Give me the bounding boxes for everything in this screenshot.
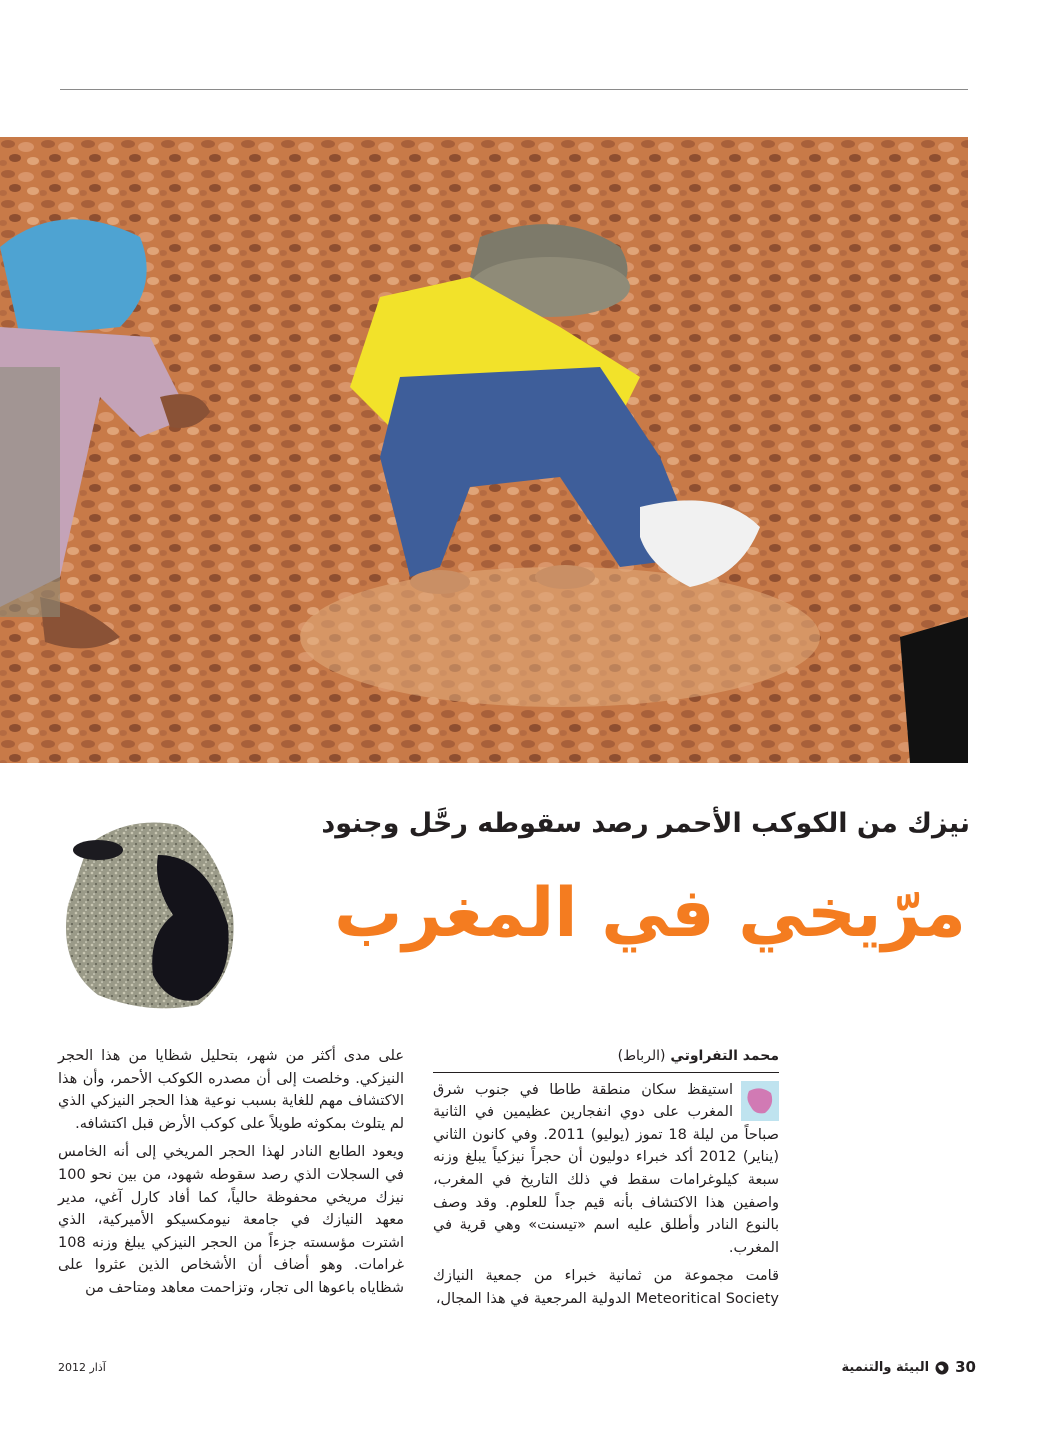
issue-date: آذار 2012 [58, 1361, 106, 1374]
paragraph: ويعود الطابع النادر لهذا الحجر المريخي إلى أنه الخامس في السجلات الذي رصد سقوطه شهود، من بين نحو 100 نيزك مريخي محفوظة حالياً، كما أفاد كارل آغي، مدير معهد النيازك في جامعة نيومكسيكو الأميركية، الذي اشترت مؤسسته جزءاً من الحجر النيزكي يبلغ وزنه 108 غرامات. وهو أضاف أن الأشخاص الذين عثروا على شظاياه باعوها الى تجار، وتزاحمت معاهد ومتاحف من [58, 1144, 404, 1296]
footer-page-info [842, 1358, 976, 1376]
article-column-right [433, 1045, 779, 1317]
paragraph: على مدى أكثر من شهر، بتحليل شظايا من هذا الحجر النيزكي. وخلصت إلى أن مصدره الكوكب الأحمر، وأن هذا الاكتشاف مهم للغاية بسبب نوعية هذا الحجر النيزكي الذي لم يتلوث بمكوثه طويلاً على كوكب الأرض قبل اكتشافه. [58, 1048, 404, 1132]
article-column-left [58, 1045, 404, 1306]
byline-place: (الرباط) [617, 1048, 666, 1064]
top-rule [60, 89, 968, 90]
article-subtitle: نيزك من الكوكب الأحمر رصد سقوطه رحَّل وجنود [321, 808, 970, 839]
byline-author: محمد التفراوتي [670, 1048, 779, 1064]
globe-icon [935, 1360, 949, 1374]
map-icon [741, 1081, 779, 1121]
paragraph: استيقظ سكان منطقة طاطا في جنوب شرق المغرب على دوي انفجارين عظيمين في الثانية صباحاً من ليلة 18 تموز (يوليو) 2011. وفي كانون الثاني (يناير) 2012 أكد خبراء دوليون أن حجراً نيزكياً يبلغ وزنه سبعة كيلوغرامات سقط في ذلك التاريخ في المغرب، واصفين هذا الاكتشاف بأنه قيم جداً للعلوم. وقد وصف بالنوع النادر وأطلق عليه اسم «تيسنت» وهي قرية في المغرب. [433, 1081, 780, 1256]
meteorite-image [58, 815, 240, 1015]
byline-rule [433, 1072, 779, 1073]
article-headline: مرّيخي في المغرب [334, 874, 966, 953]
magazine-name: البيئة والتنمية [841, 1359, 930, 1375]
article-photo [0, 137, 968, 763]
byline [433, 1045, 779, 1068]
page-number: 30 [955, 1358, 976, 1376]
paragraph: قامت مجموعة من ثمانية خبراء من جمعية النيازك Meteoritical Society الدولية المرجعية في هذا المجال، [433, 1268, 779, 1307]
